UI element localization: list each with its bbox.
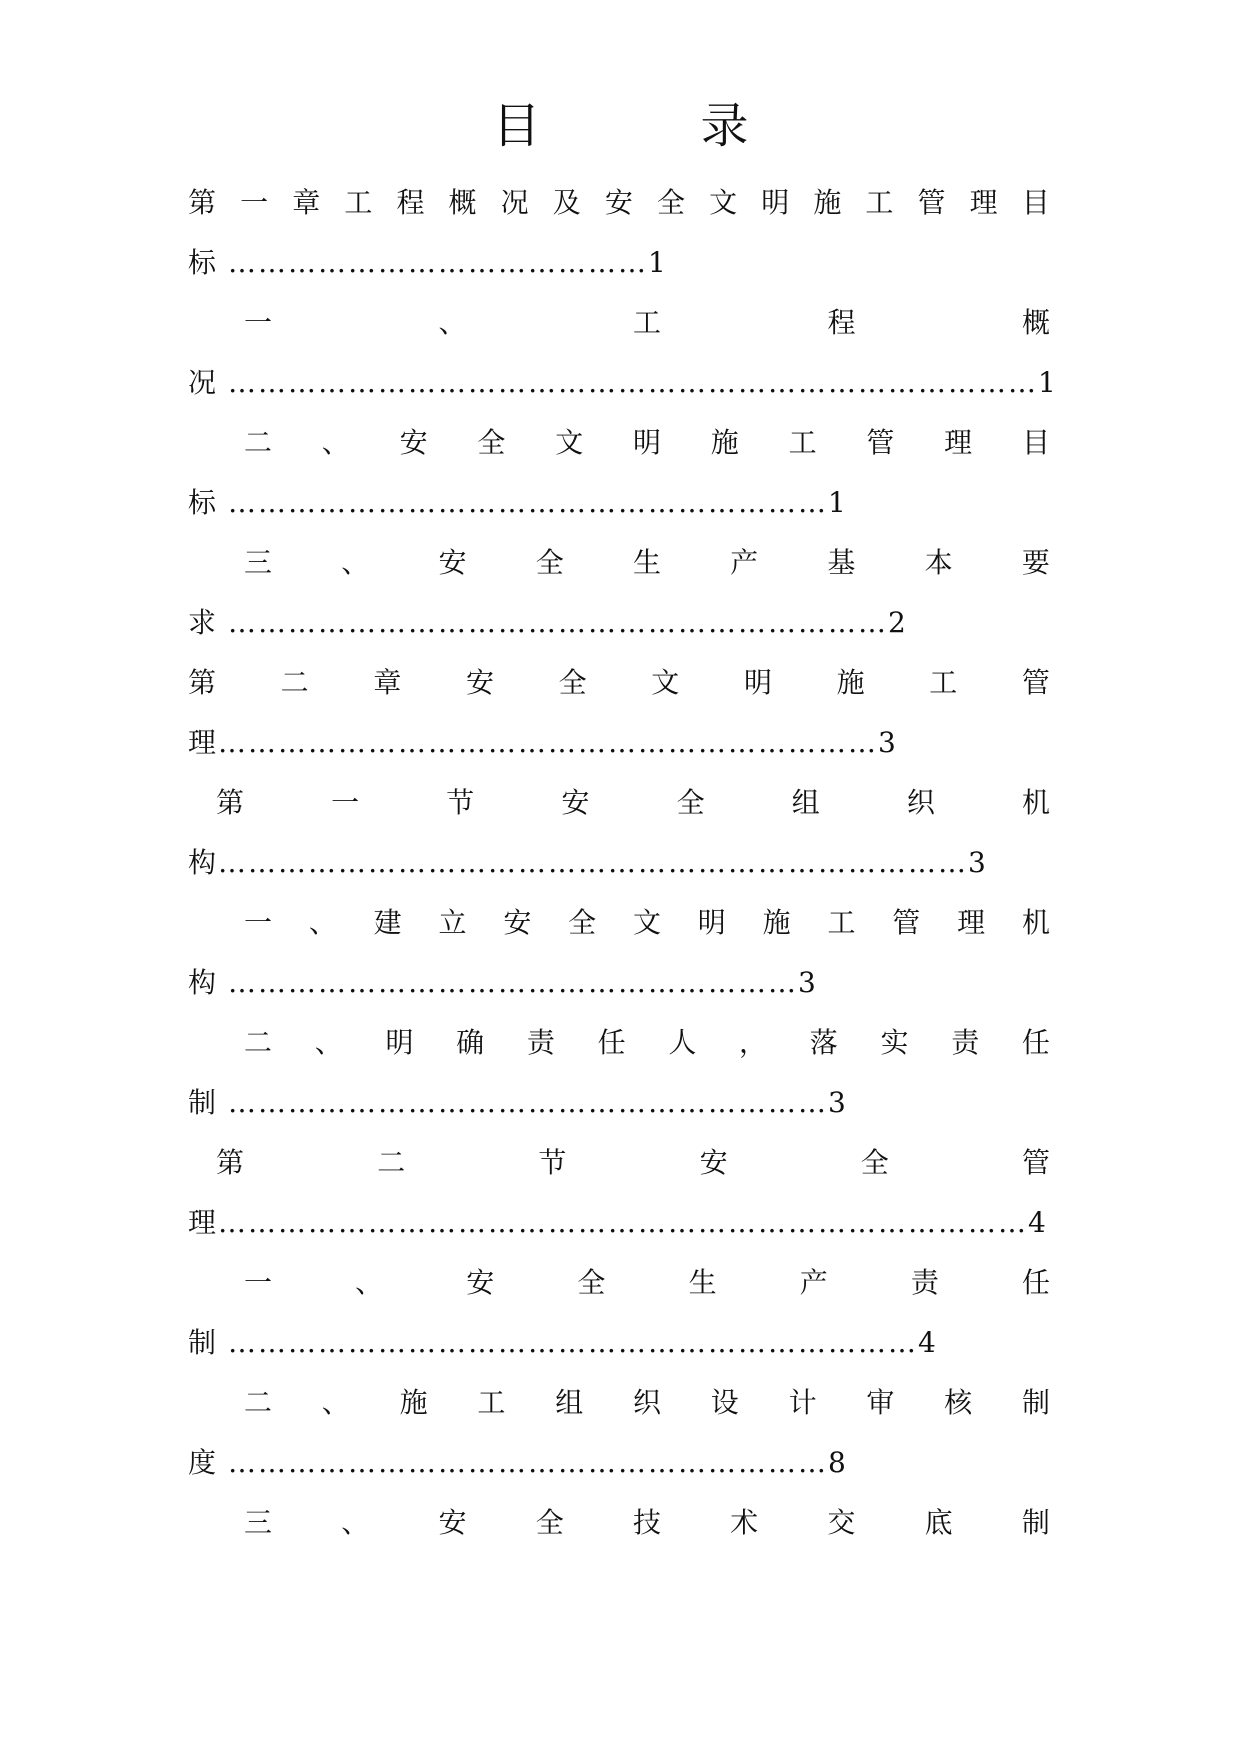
toc-entry-heading xyxy=(244,543,1050,583)
toc-entry-leader: 构 …………………………………………………3 xyxy=(188,963,816,1003)
toc-heading-char: 术 xyxy=(730,1506,759,1539)
toc-heading-char: 管 xyxy=(917,186,946,219)
toc-heading-char: 况 xyxy=(500,186,529,219)
toc-heading-char: 全 xyxy=(656,186,685,219)
toc-heading-char: 施 xyxy=(813,186,842,219)
toc-last-char: 度 xyxy=(188,1446,217,1479)
toc-heading-char: 审 xyxy=(866,1386,895,1419)
toc-last-char: 标 xyxy=(188,486,217,519)
toc-heading-char: 责 xyxy=(526,1026,555,1059)
toc-heading-char: 计 xyxy=(788,1386,817,1419)
toc-heading-char: 确 xyxy=(456,1026,485,1059)
toc-page-number: 4 xyxy=(1028,1206,1046,1239)
toc-heading-char: 实 xyxy=(880,1026,909,1059)
toc-last-char: 构 xyxy=(188,846,217,879)
toc-heading-text xyxy=(216,1143,1050,1183)
toc-heading-char: 施 xyxy=(399,1386,428,1419)
toc-heading-char: 安 xyxy=(438,546,467,579)
toc-heading-char: 安 xyxy=(503,906,532,939)
toc-heading-char: 管 xyxy=(1021,666,1050,699)
toc-entry-heading xyxy=(216,1143,1050,1183)
toc-heading-char: 产 xyxy=(799,1266,828,1299)
toc-heading-char: 二 xyxy=(244,426,273,459)
toc-entry-leader: 度 ……………………………………………………8 xyxy=(188,1443,846,1483)
toc-page-number: 3 xyxy=(828,1086,846,1119)
toc-entry-heading xyxy=(244,423,1050,463)
toc-heading-char: 全 xyxy=(676,786,705,819)
toc-entry-heading xyxy=(188,663,1050,703)
toc-heading-char: 组 xyxy=(791,786,820,819)
toc-heading-char: 第 xyxy=(216,786,245,819)
toc-heading-char: 全 xyxy=(568,906,597,939)
title-char-1: 目 xyxy=(492,98,541,154)
toc-heading-char: 安 xyxy=(465,666,494,699)
toc-heading-char: 第 xyxy=(188,186,217,219)
toc-heading-text xyxy=(188,183,1050,223)
toc-heading-char: 设 xyxy=(710,1386,739,1419)
toc-heading-char: 目 xyxy=(1021,426,1050,459)
toc-heading-char: 要 xyxy=(1021,546,1050,579)
toc-heading-char: 组 xyxy=(555,1386,584,1419)
toc-page-number: 2 xyxy=(888,606,906,639)
toc-heading-char: 全 xyxy=(577,1266,606,1299)
toc-heading-char: 任 xyxy=(1021,1266,1050,1299)
toc-heading-char: 、 xyxy=(341,546,370,579)
toc-heading-char: 理 xyxy=(957,906,986,939)
toc-last-char: 构 xyxy=(188,966,217,999)
toc-heading-char: 工 xyxy=(344,186,373,219)
toc-heading-char: 责 xyxy=(910,1266,939,1299)
toc-heading-char: 目 xyxy=(1021,186,1050,219)
toc-heading-text xyxy=(244,423,1050,463)
toc-heading-char: 一 xyxy=(244,306,273,339)
toc-heading-text xyxy=(244,543,1050,583)
toc-page-number: 3 xyxy=(798,966,816,999)
toc-entry-leader: 理…………………………………………………………3 xyxy=(188,723,896,763)
toc-heading-char: 、 xyxy=(341,1506,370,1539)
toc-heading-char: 落 xyxy=(809,1026,838,1059)
toc-heading-text xyxy=(244,1263,1050,1303)
toc-heading-char: 明 xyxy=(632,426,661,459)
toc-heading-char: 第 xyxy=(216,1146,245,1179)
toc-heading-char: 文 xyxy=(632,906,661,939)
toc-last-char: 理 xyxy=(188,726,217,759)
toc-last-char: 况 xyxy=(188,366,217,399)
toc-heading-char: 管 xyxy=(1021,1146,1050,1179)
toc-heading-char: 全 xyxy=(558,666,587,699)
toc-heading-text xyxy=(244,1383,1050,1423)
toc-heading-char: 织 xyxy=(906,786,935,819)
toc-heading-char: 任 xyxy=(1021,1026,1050,1059)
toc-heading-char: 明 xyxy=(385,1026,414,1059)
toc-heading-text xyxy=(244,1023,1050,1063)
toc-heading-char: 一 xyxy=(244,906,273,939)
toc-entry-leader: 制 ……………………………………………………3 xyxy=(188,1083,846,1123)
toc-entry-leader: 理………………………………………………………………………4 xyxy=(188,1203,1046,1243)
toc-heading-char: 概 xyxy=(448,186,477,219)
toc-heading-text xyxy=(216,783,1050,823)
toc-heading-char: 、 xyxy=(314,1026,343,1059)
toc-entry-heading xyxy=(244,1383,1050,1423)
toc-heading-char: 机 xyxy=(1021,786,1050,819)
toc-heading-char: 节 xyxy=(446,786,475,819)
toc-heading-char: 理 xyxy=(944,426,973,459)
toc-heading-text xyxy=(244,1503,1050,1543)
toc-last-char: 标 xyxy=(188,246,217,279)
toc-heading-char: 、 xyxy=(355,1266,384,1299)
toc-heading-char: 责 xyxy=(951,1026,980,1059)
toc-entry-leader: 求 …………………………………………………………2 xyxy=(188,603,906,643)
toc-entry-leader: 构…………………………………………………………………3 xyxy=(188,843,986,883)
toc-heading-char: 施 xyxy=(710,426,739,459)
toc-heading-char: 机 xyxy=(1021,906,1050,939)
toc-heading-char: 生 xyxy=(688,1266,717,1299)
toc-heading-char: 节 xyxy=(538,1146,567,1179)
toc-page-number: 4 xyxy=(918,1326,936,1359)
toc-heading-char: 明 xyxy=(743,666,772,699)
toc-heading-char: 产 xyxy=(730,546,759,579)
toc-heading-char: 任 xyxy=(597,1026,626,1059)
toc-heading-char: 安 xyxy=(466,1266,495,1299)
toc-heading-char: 明 xyxy=(761,186,790,219)
toc-entry-heading xyxy=(244,303,1050,343)
toc-heading-char: 二 xyxy=(244,1026,273,1059)
toc-heading-char: 生 xyxy=(632,546,661,579)
toc-entry-heading xyxy=(244,1503,1050,1543)
toc-heading-char: 第 xyxy=(188,666,217,699)
toc-heading-char: 全 xyxy=(535,1506,564,1539)
toc-last-char: 制 xyxy=(188,1086,217,1119)
toc-heading-char: 概 xyxy=(1021,306,1050,339)
toc-heading-char: 文 xyxy=(709,186,738,219)
toc-page-number: 1 xyxy=(828,486,846,519)
toc-heading-char: 工 xyxy=(632,306,661,339)
toc-heading-char: 理 xyxy=(969,186,998,219)
toc-heading-char: 文 xyxy=(651,666,680,699)
toc-heading-char: 文 xyxy=(555,426,584,459)
toc-heading-char: 、 xyxy=(308,906,337,939)
toc-heading-char: 、 xyxy=(438,306,467,339)
page-title xyxy=(0,96,1241,156)
toc-heading-char: 、 xyxy=(321,1386,350,1419)
toc-heading-char: 一 xyxy=(240,186,269,219)
toc-heading-text xyxy=(244,903,1050,943)
toc-heading-char: 立 xyxy=(438,906,467,939)
toc-heading-char: 全 xyxy=(860,1146,889,1179)
toc-heading-text xyxy=(244,303,1050,343)
toc-heading-char: 安 xyxy=(699,1146,728,1179)
toc-last-char: 求 xyxy=(188,606,217,639)
toc-heading-char: 工 xyxy=(477,1386,506,1419)
toc-heading-char: 三 xyxy=(244,1506,273,1539)
toc-heading-char: 二 xyxy=(244,1386,273,1419)
toc-heading-char: 安 xyxy=(438,1506,467,1539)
toc-last-char: 制 xyxy=(188,1326,217,1359)
toc-heading-char: 管 xyxy=(892,906,921,939)
title-char-2: 录 xyxy=(700,98,749,154)
toc-heading-char: 一 xyxy=(331,786,360,819)
toc-heading-char: 安 xyxy=(604,186,633,219)
toc-heading-char: 全 xyxy=(477,426,506,459)
toc-heading-char: 一 xyxy=(244,1266,273,1299)
toc-heading-char: 建 xyxy=(373,906,402,939)
toc-entry-heading xyxy=(244,1263,1050,1303)
toc-last-char: 理 xyxy=(188,1206,217,1239)
toc-page-number: 1 xyxy=(1038,366,1056,399)
toc-heading-char: 制 xyxy=(1021,1506,1050,1539)
toc-entry-leader: 制 ……………………………………………………………4 xyxy=(188,1323,936,1363)
toc-entry-heading xyxy=(216,783,1050,823)
toc-heading-char: 章 xyxy=(373,666,402,699)
toc-heading-char: 基 xyxy=(827,546,856,579)
toc-entry-leader: 况 ………………………………………………………………………1 xyxy=(188,363,1056,403)
toc-entry-heading xyxy=(244,1023,1050,1063)
toc-heading-char: 交 xyxy=(827,1506,856,1539)
toc-heading-char: 程 xyxy=(827,306,856,339)
toc-page-number: 3 xyxy=(968,846,986,879)
toc-heading-char: 核 xyxy=(944,1386,973,1419)
toc-heading-char: 施 xyxy=(836,666,865,699)
toc-heading-text xyxy=(188,663,1050,703)
toc-heading-char: 程 xyxy=(396,186,425,219)
toc-heading-char: 底 xyxy=(924,1506,953,1539)
toc-page-number: 8 xyxy=(828,1446,846,1479)
toc-heading-char: 织 xyxy=(632,1386,661,1419)
toc-page-number: 3 xyxy=(878,726,896,759)
toc-heading-char: 人 xyxy=(668,1026,697,1059)
toc-heading-char: 技 xyxy=(632,1506,661,1539)
toc-heading-char: 工 xyxy=(929,666,958,699)
toc-heading-char: 明 xyxy=(697,906,726,939)
toc-heading-char: ， xyxy=(739,1026,768,1059)
toc-heading-char: 管 xyxy=(866,426,895,459)
toc-heading-char: 工 xyxy=(788,426,817,459)
toc-heading-char: 及 xyxy=(552,186,581,219)
toc-heading-char: 本 xyxy=(924,546,953,579)
toc-heading-char: 安 xyxy=(399,426,428,459)
toc-heading-char: 施 xyxy=(762,906,791,939)
toc-heading-char: 全 xyxy=(535,546,564,579)
toc-heading-char: 工 xyxy=(865,186,894,219)
toc-entry-leader: 标 ……………………………………………………1 xyxy=(188,483,846,523)
toc-entry-heading xyxy=(244,903,1050,943)
toc-heading-char: 章 xyxy=(292,186,321,219)
toc-heading-char: 二 xyxy=(377,1146,406,1179)
toc-heading-char: 工 xyxy=(827,906,856,939)
toc-entry-heading xyxy=(188,183,1050,223)
toc-heading-char: 制 xyxy=(1021,1386,1050,1419)
toc-heading-char: 、 xyxy=(321,426,350,459)
toc-heading-char: 二 xyxy=(280,666,309,699)
toc-entry-leader: 标 ……………………………………1 xyxy=(188,243,666,283)
toc-heading-char: 三 xyxy=(244,546,273,579)
toc-page-number: 1 xyxy=(648,246,666,279)
toc-heading-char: 安 xyxy=(561,786,590,819)
